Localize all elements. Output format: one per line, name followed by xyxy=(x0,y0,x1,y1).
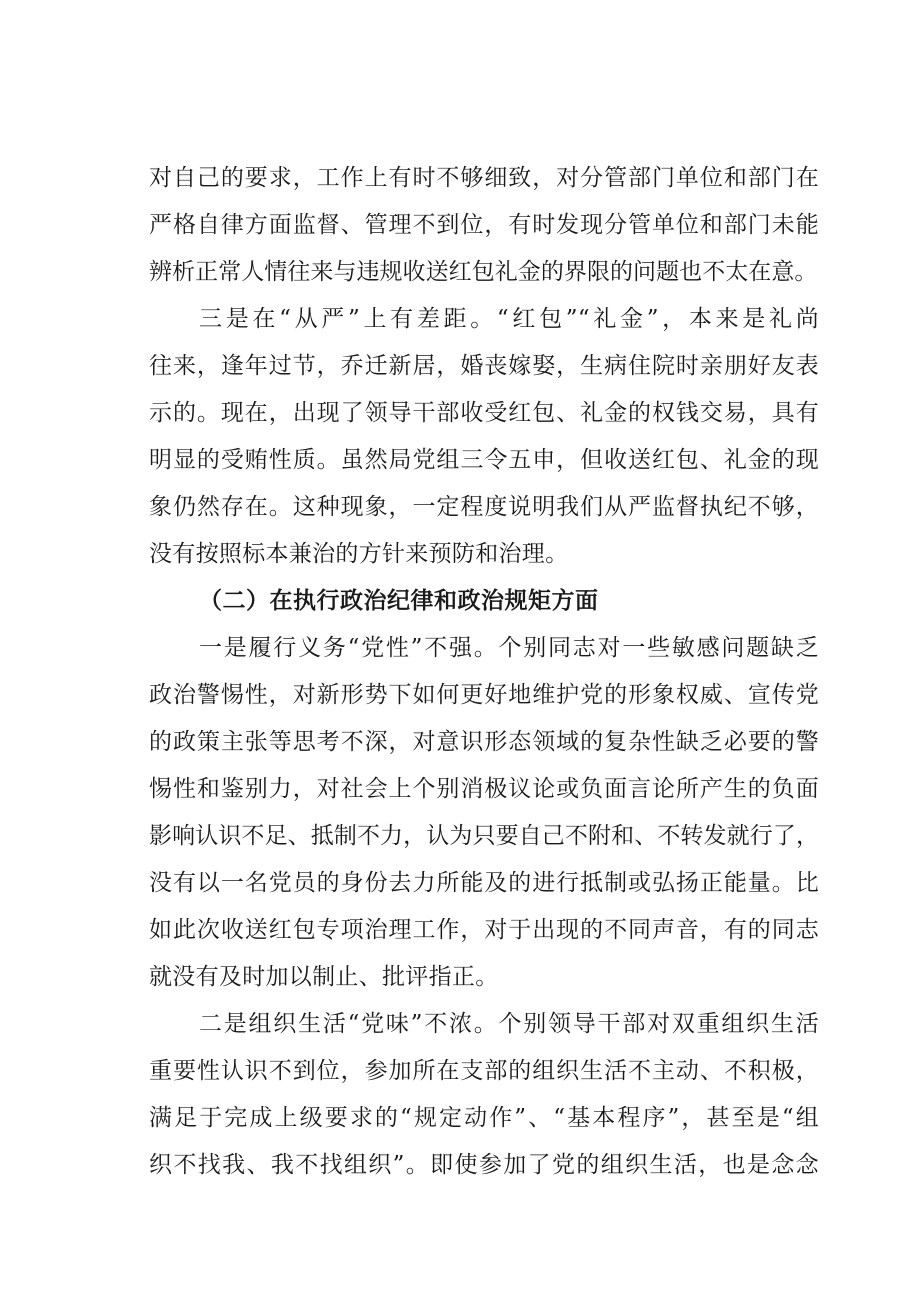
text-line: 没有以一名党员的身份去力所能及的进行抵制或弘扬正能量。比 xyxy=(149,870,819,896)
text-line: 一是履行义务“党性”不强。个别同志对一些敏感问题缺乏 xyxy=(199,635,819,661)
section-heading: （二）在执行政治纪律和政治规矩方面 xyxy=(199,587,599,614)
text-line: 明显的受贿性质。虽然局党组三令五申，但收送红包、礼金的现 xyxy=(149,447,819,473)
text-line: 就没有及时加以制止、批评指正。 xyxy=(149,964,499,990)
text-line: 往来，逢年过节，乔迁新居，婚丧嫁娶，生病住院时亲朋好友表 xyxy=(149,353,819,379)
text-line: 满足于完成上级要求的“规定动作”、“基本程序”，甚至是“组 xyxy=(149,1105,819,1131)
text-line: 的政策主张等思考不深，对意识形态领域的复杂性缺乏必要的警 xyxy=(149,729,819,755)
text-line: 二是组织生活“党味”不浓。个别领导干部对双重组织生活 xyxy=(199,1011,819,1037)
text-line: 重要性认识不到位，参加所在支部的组织生活不主动、不积极， xyxy=(149,1058,819,1084)
text-line: 象仍然存在。这种现象，一定程度说明我们从严监督执纪不够， xyxy=(149,494,819,520)
text-line: 如此次收送红包专项治理工作，对于出现的不同声音，有的同志 xyxy=(149,917,819,943)
text-line: 没有按照标本兼治的方针来预防和治理。 xyxy=(149,541,569,567)
text-line: 政治警惕性，对新形势下如何更好地维护党的形象权威、宣传党 xyxy=(149,682,819,708)
text-line: 影响认识不足、抵制不力，认为只要自己不附和、不转发就行了， xyxy=(149,823,819,849)
text-line: 织不找我、我不找组织”。即使参加了党的组织生活，也是念念 xyxy=(149,1152,819,1178)
text-line: 严格自律方面监督、管理不到位，有时发现分管单位和部门未能 xyxy=(149,212,819,238)
text-line: 三是在“从严”上有差距。“红包”“礼金”，本来是礼尚 xyxy=(199,306,819,332)
text-line: 对自己的要求，工作上有时不够细致，对分管部门单位和部门在 xyxy=(149,165,819,191)
text-line: 示的。现在，出现了领导干部收受红包、礼金的权钱交易，具有 xyxy=(149,400,819,426)
text-line: 辨析正常人情往来与违规收送红包礼金的界限的问题也不太在意。 xyxy=(149,259,818,285)
text-line: 惕性和鉴别力，对社会上个别消极议论或负面言论所产生的负面 xyxy=(149,776,819,802)
